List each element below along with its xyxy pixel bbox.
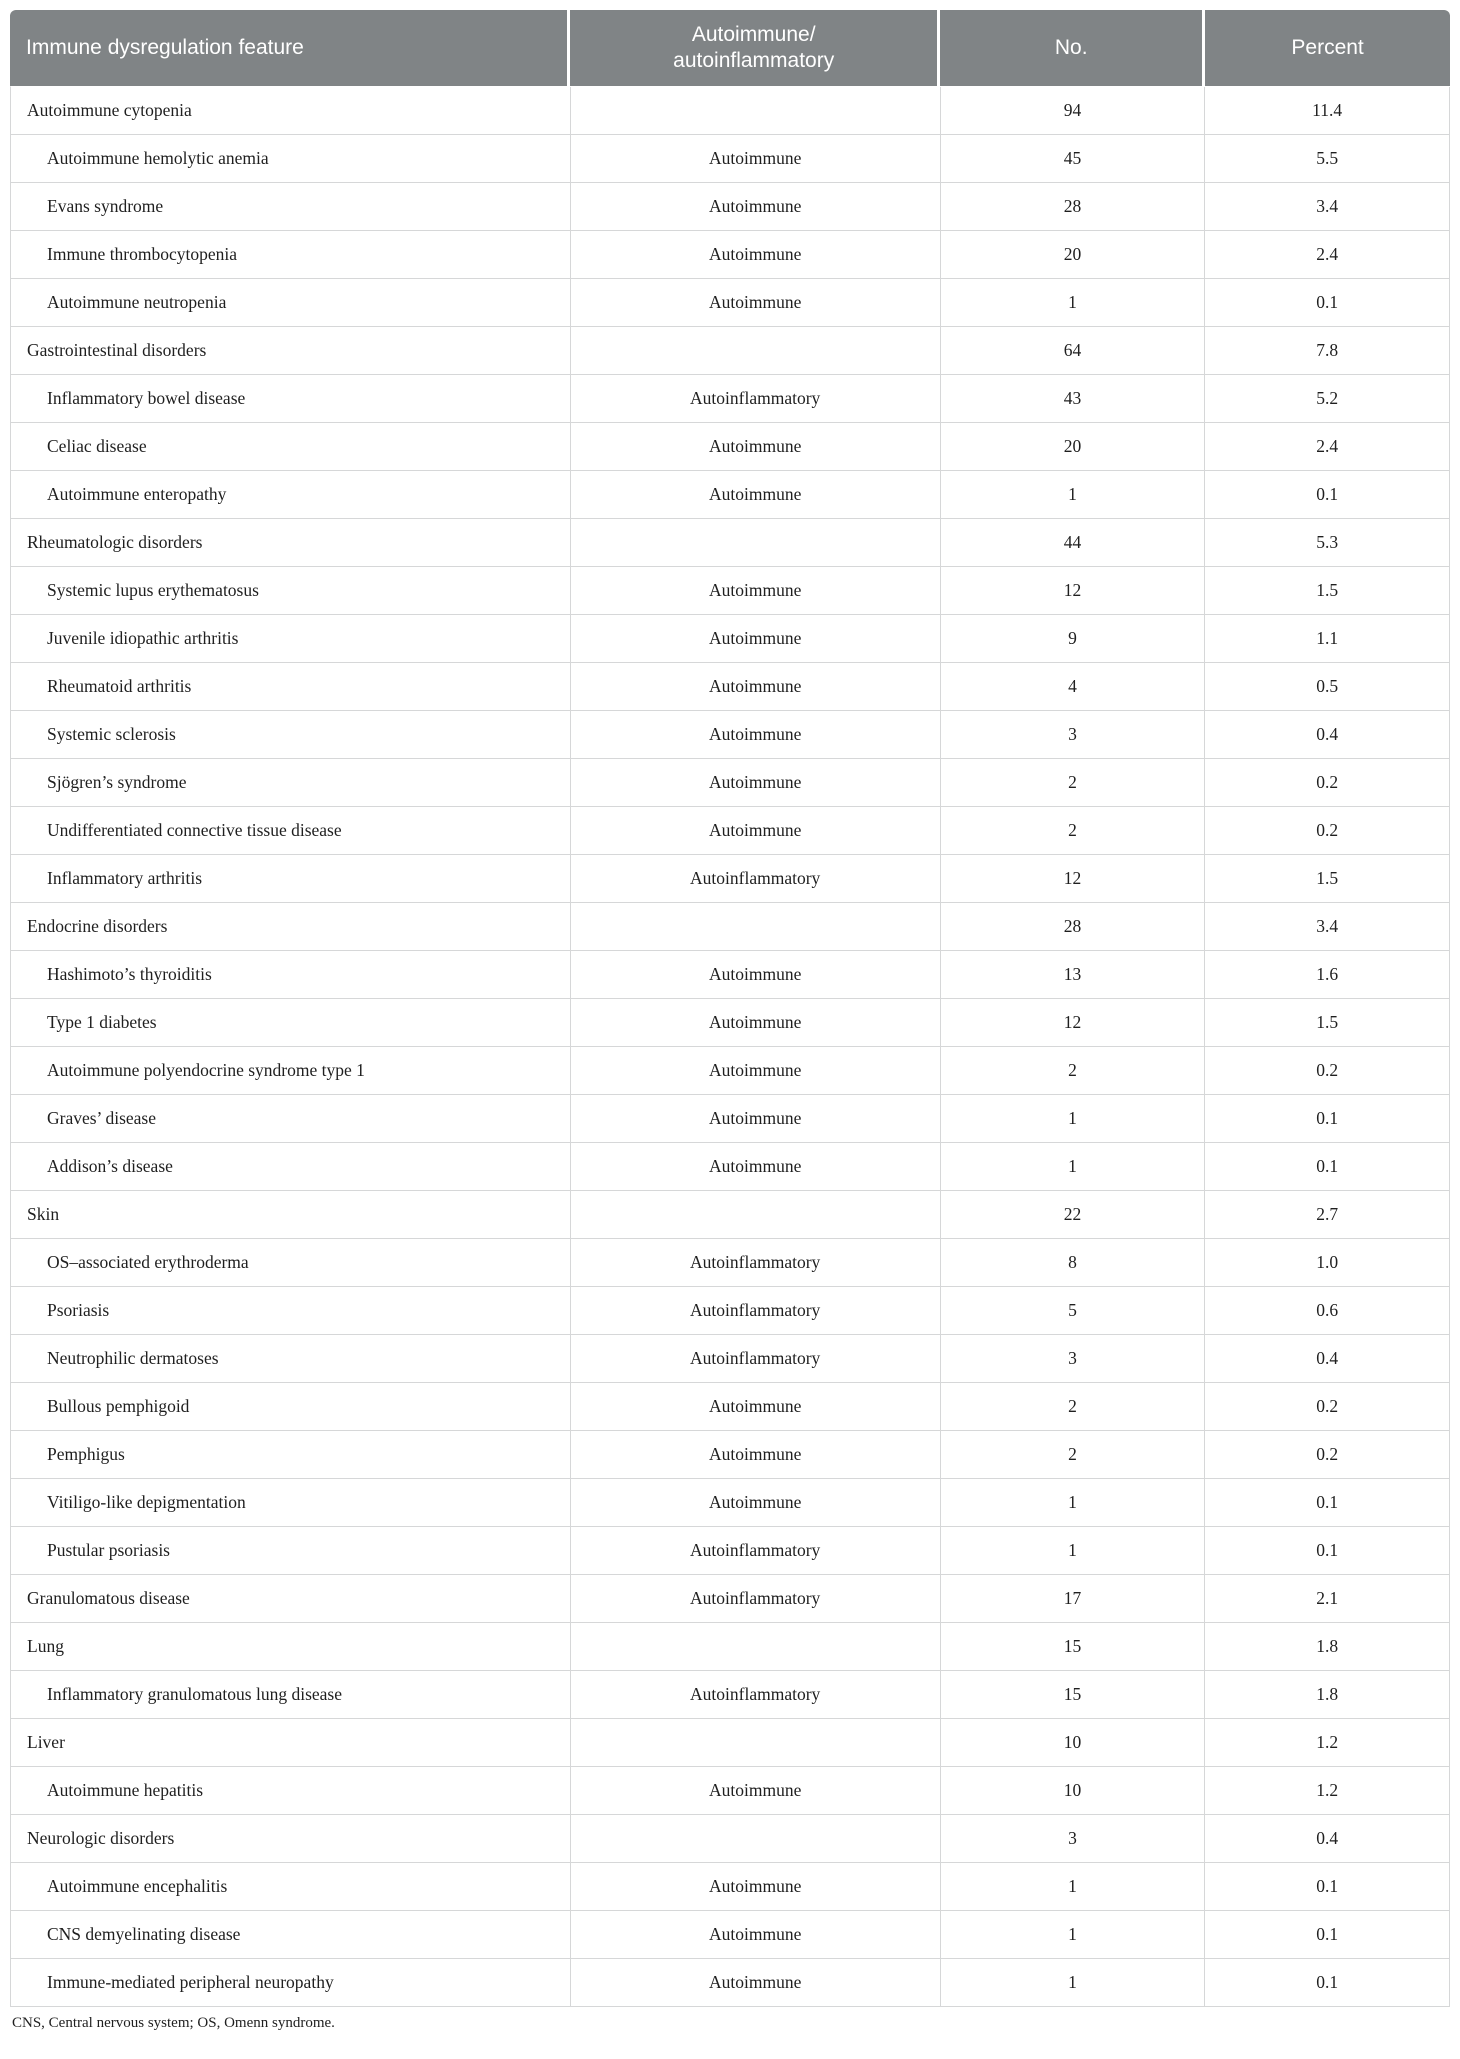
header-percent-column: Percent <box>1205 10 1450 86</box>
percent-cell: 1.8 <box>1205 1623 1450 1671</box>
percent-cell: 0.5 <box>1205 663 1450 711</box>
percent-cell: 0.1 <box>1205 1959 1450 2007</box>
classification-cell: Autoimmune <box>571 423 941 471</box>
count-cell: 2 <box>941 759 1206 807</box>
count-cell: 12 <box>941 567 1206 615</box>
table-row <box>11 375 1450 423</box>
table-row <box>11 1335 1450 1383</box>
classification-cell <box>571 1191 941 1239</box>
count-cell: 9 <box>941 615 1206 663</box>
percent-cell: 0.2 <box>1205 807 1450 855</box>
table-row <box>11 87 1450 135</box>
table-row <box>11 1287 1450 1335</box>
percent-cell: 1.5 <box>1205 855 1450 903</box>
count-cell: 2 <box>941 1431 1206 1479</box>
table-row <box>11 1575 1450 1623</box>
classification-cell: Autoinflammatory <box>571 375 941 423</box>
feature-cell: Graves’ disease <box>11 1095 571 1143</box>
count-cell: 13 <box>941 951 1206 999</box>
count-cell: 17 <box>941 1575 1206 1623</box>
feature-cell: Inflammatory bowel disease <box>11 375 571 423</box>
percent-cell: 0.1 <box>1205 1911 1450 1959</box>
count-cell: 1 <box>941 1911 1206 1959</box>
feature-cell: Pemphigus <box>11 1431 571 1479</box>
percent-cell: 0.2 <box>1205 1431 1450 1479</box>
feature-cell: Autoimmune hemolytic anemia <box>11 135 571 183</box>
table-row <box>11 1815 1450 1863</box>
feature-cell: Autoimmune polyendocrine syndrome type 1 <box>11 1047 571 1095</box>
count-cell: 1 <box>941 1959 1206 2007</box>
count-cell: 5 <box>941 1287 1206 1335</box>
feature-cell: Systemic lupus erythematosus <box>11 567 571 615</box>
feature-cell: Rheumatoid arthritis <box>11 663 571 711</box>
feature-cell: Undifferentiated connective tissue disease <box>11 807 571 855</box>
percent-cell: 5.2 <box>1205 375 1450 423</box>
table-row <box>11 231 1450 279</box>
table-row <box>11 423 1450 471</box>
header-classification-line1: Autoimmune/ <box>691 22 816 46</box>
count-cell: 20 <box>941 231 1206 279</box>
feature-cell: Hashimoto’s thyroiditis <box>11 951 571 999</box>
feature-cell: Granulomatous disease <box>11 1575 571 1623</box>
percent-cell: 1.5 <box>1205 999 1450 1047</box>
classification-cell: Autoimmune <box>571 663 941 711</box>
percent-cell: 0.2 <box>1205 1047 1450 1095</box>
percent-cell: 2.7 <box>1205 1191 1450 1239</box>
percent-cell: 5.3 <box>1205 519 1450 567</box>
classification-cell: Autoimmune <box>571 567 941 615</box>
table-row <box>11 135 1450 183</box>
count-cell: 1 <box>941 279 1206 327</box>
feature-cell: Pustular psoriasis <box>11 1527 571 1575</box>
percent-cell: 3.4 <box>1205 903 1450 951</box>
count-cell: 2 <box>941 1383 1206 1431</box>
feature-cell: CNS demyelinating disease <box>11 1911 571 1959</box>
feature-cell: Rheumatologic disorders <box>11 519 571 567</box>
table-row <box>11 471 1450 519</box>
classification-cell <box>571 87 941 135</box>
percent-cell: 1.6 <box>1205 951 1450 999</box>
table-row <box>11 1671 1450 1719</box>
feature-cell: Gastrointestinal disorders <box>11 327 571 375</box>
header-classification-line2: autoinflammatory <box>673 49 835 72</box>
classification-cell: Autoimmune <box>571 615 941 663</box>
count-cell: 3 <box>941 1335 1206 1383</box>
feature-cell: Immune thrombocytopenia <box>11 231 571 279</box>
table-row <box>11 1767 1450 1815</box>
classification-cell: Autoimmune <box>571 279 941 327</box>
feature-cell: Neurologic disorders <box>11 1815 571 1863</box>
count-cell: 1 <box>941 471 1206 519</box>
feature-cell: Endocrine disorders <box>11 903 571 951</box>
table-row <box>11 1863 1450 1911</box>
count-cell: 44 <box>941 519 1206 567</box>
percent-cell: 0.2 <box>1205 1383 1450 1431</box>
percent-cell: 0.1 <box>1205 471 1450 519</box>
count-cell: 20 <box>941 423 1206 471</box>
count-cell: 3 <box>941 711 1206 759</box>
feature-cell: Inflammatory arthritis <box>11 855 571 903</box>
table-row <box>11 1623 1450 1671</box>
percent-cell: 0.1 <box>1205 1095 1450 1143</box>
count-cell: 10 <box>941 1767 1206 1815</box>
percent-cell: 0.1 <box>1205 1143 1450 1191</box>
table-body <box>10 86 1450 2007</box>
feature-cell: Autoimmune enteropathy <box>11 471 571 519</box>
percent-cell: 5.5 <box>1205 135 1450 183</box>
feature-cell: OS–associated erythroderma <box>11 1239 571 1287</box>
table-row <box>11 951 1450 999</box>
classification-cell: Autoimmune <box>571 183 941 231</box>
header-count-column: No. <box>940 10 1205 86</box>
count-cell: 3 <box>941 1815 1206 1863</box>
table-row <box>11 519 1450 567</box>
percent-cell: 7.8 <box>1205 327 1450 375</box>
classification-cell: Autoinflammatory <box>571 1335 941 1383</box>
count-cell: 8 <box>941 1239 1206 1287</box>
count-cell: 2 <box>941 807 1206 855</box>
count-cell: 1 <box>941 1863 1206 1911</box>
classification-cell: Autoinflammatory <box>571 855 941 903</box>
classification-cell: Autoimmune <box>571 1095 941 1143</box>
count-cell: 12 <box>941 855 1206 903</box>
table-row <box>11 663 1450 711</box>
count-cell: 1 <box>941 1479 1206 1527</box>
feature-cell: Autoimmune cytopenia <box>11 87 571 135</box>
percent-cell: 0.2 <box>1205 759 1450 807</box>
count-cell: 10 <box>941 1719 1206 1767</box>
table-row <box>11 1143 1450 1191</box>
table-row <box>11 1959 1450 2007</box>
feature-cell: Systemic sclerosis <box>11 711 571 759</box>
table-header-row <box>10 10 1450 86</box>
classification-cell <box>571 1623 941 1671</box>
classification-cell <box>571 1719 941 1767</box>
classification-cell: Autoinflammatory <box>571 1671 941 1719</box>
table-row <box>11 1191 1450 1239</box>
classification-cell: Autoinflammatory <box>571 1575 941 1623</box>
count-cell: 1 <box>941 1143 1206 1191</box>
feature-cell: Lung <box>11 1623 571 1671</box>
classification-cell <box>571 903 941 951</box>
immune-dysregulation-table <box>10 10 1450 2007</box>
count-cell: 2 <box>941 1047 1206 1095</box>
percent-cell: 1.0 <box>1205 1239 1450 1287</box>
classification-cell: Autoimmune <box>571 1383 941 1431</box>
feature-cell: Bullous pemphigoid <box>11 1383 571 1431</box>
feature-cell: Inflammatory granulomatous lung disease <box>11 1671 571 1719</box>
classification-cell: Autoimmune <box>571 471 941 519</box>
count-cell: 15 <box>941 1623 1206 1671</box>
table-row <box>11 1479 1450 1527</box>
percent-cell: 1.1 <box>1205 615 1450 663</box>
classification-cell: Autoimmune <box>571 1143 941 1191</box>
percent-cell: 0.1 <box>1205 279 1450 327</box>
percent-cell: 0.1 <box>1205 1527 1450 1575</box>
percent-cell: 1.2 <box>1205 1767 1450 1815</box>
classification-cell: Autoinflammatory <box>571 1527 941 1575</box>
classification-cell: Autoinflammatory <box>571 1239 941 1287</box>
feature-cell: Type 1 diabetes <box>11 999 571 1047</box>
classification-cell: Autoimmune <box>571 711 941 759</box>
classification-cell: Autoimmune <box>571 1911 941 1959</box>
classification-cell <box>571 1815 941 1863</box>
classification-cell: Autoimmune <box>571 135 941 183</box>
percent-cell: 1.5 <box>1205 567 1450 615</box>
feature-cell: Neutrophilic dermatoses <box>11 1335 571 1383</box>
table-row <box>11 855 1450 903</box>
count-cell: 15 <box>941 1671 1206 1719</box>
classification-cell: Autoimmune <box>571 1863 941 1911</box>
table-row <box>11 615 1450 663</box>
percent-cell: 1.2 <box>1205 1719 1450 1767</box>
percent-cell: 3.4 <box>1205 183 1450 231</box>
count-cell: 64 <box>941 327 1206 375</box>
count-cell: 94 <box>941 87 1206 135</box>
percent-cell: 0.4 <box>1205 1815 1450 1863</box>
percent-cell: 2.4 <box>1205 423 1450 471</box>
classification-cell: Autoimmune <box>571 231 941 279</box>
percent-cell: 0.6 <box>1205 1287 1450 1335</box>
table-row <box>11 327 1450 375</box>
table-row <box>11 1239 1450 1287</box>
count-cell: 1 <box>941 1095 1206 1143</box>
table-row <box>11 183 1450 231</box>
count-cell: 12 <box>941 999 1206 1047</box>
classification-cell: Autoimmune <box>571 1047 941 1095</box>
feature-cell: Celiac disease <box>11 423 571 471</box>
percent-cell: 2.4 <box>1205 231 1450 279</box>
classification-cell: Autoimmune <box>571 951 941 999</box>
feature-cell: Sjögren’s syndrome <box>11 759 571 807</box>
percent-cell: 2.1 <box>1205 1575 1450 1623</box>
classification-cell: Autoimmune <box>571 1959 941 2007</box>
table-row <box>11 759 1450 807</box>
table-footnote: CNS, Central nervous system; OS, Omenn syndrome. <box>12 2015 335 2031</box>
classification-cell <box>571 519 941 567</box>
feature-cell: Autoimmune hepatitis <box>11 1767 571 1815</box>
percent-cell: 0.4 <box>1205 1335 1450 1383</box>
table-row <box>11 903 1450 951</box>
table-row <box>11 711 1450 759</box>
count-cell: 45 <box>941 135 1206 183</box>
table-row <box>11 1095 1450 1143</box>
header-classification-column <box>570 10 940 86</box>
table-row <box>11 567 1450 615</box>
table-row <box>11 1383 1450 1431</box>
table-row <box>11 1047 1450 1095</box>
percent-cell: 0.4 <box>1205 711 1450 759</box>
table-row <box>11 1719 1450 1767</box>
feature-cell: Addison’s disease <box>11 1143 571 1191</box>
percent-cell: 11.4 <box>1205 87 1450 135</box>
classification-cell: Autoimmune <box>571 759 941 807</box>
table-row <box>11 1431 1450 1479</box>
feature-cell: Juvenile idiopathic arthritis <box>11 615 571 663</box>
count-cell: 43 <box>941 375 1206 423</box>
count-cell: 22 <box>941 1191 1206 1239</box>
count-cell: 28 <box>941 183 1206 231</box>
header-feature-column: Immune dysregulation feature <box>10 10 570 86</box>
feature-cell: Liver <box>11 1719 571 1767</box>
feature-cell: Autoimmune neutropenia <box>11 279 571 327</box>
table-row <box>11 807 1450 855</box>
classification-cell: Autoimmune <box>571 807 941 855</box>
count-cell: 28 <box>941 903 1206 951</box>
classification-cell: Autoimmune <box>571 1479 941 1527</box>
feature-cell: Vitiligo-like depigmentation <box>11 1479 571 1527</box>
table-row <box>11 999 1450 1047</box>
percent-cell: 0.1 <box>1205 1479 1450 1527</box>
count-cell: 1 <box>941 1527 1206 1575</box>
feature-cell: Immune-mediated peripheral neuropathy <box>11 1959 571 2007</box>
feature-cell: Skin <box>11 1191 571 1239</box>
feature-cell: Autoimmune encephalitis <box>11 1863 571 1911</box>
feature-cell: Psoriasis <box>11 1287 571 1335</box>
feature-cell: Evans syndrome <box>11 183 571 231</box>
classification-cell: Autoimmune <box>571 999 941 1047</box>
classification-cell: Autoinflammatory <box>571 1287 941 1335</box>
table-row <box>11 279 1450 327</box>
classification-cell <box>571 327 941 375</box>
count-cell: 4 <box>941 663 1206 711</box>
table-row <box>11 1911 1450 1959</box>
percent-cell: 0.1 <box>1205 1863 1450 1911</box>
table-row <box>11 1527 1450 1575</box>
classification-cell: Autoimmune <box>571 1431 941 1479</box>
classification-cell: Autoimmune <box>571 1767 941 1815</box>
percent-cell: 1.8 <box>1205 1671 1450 1719</box>
